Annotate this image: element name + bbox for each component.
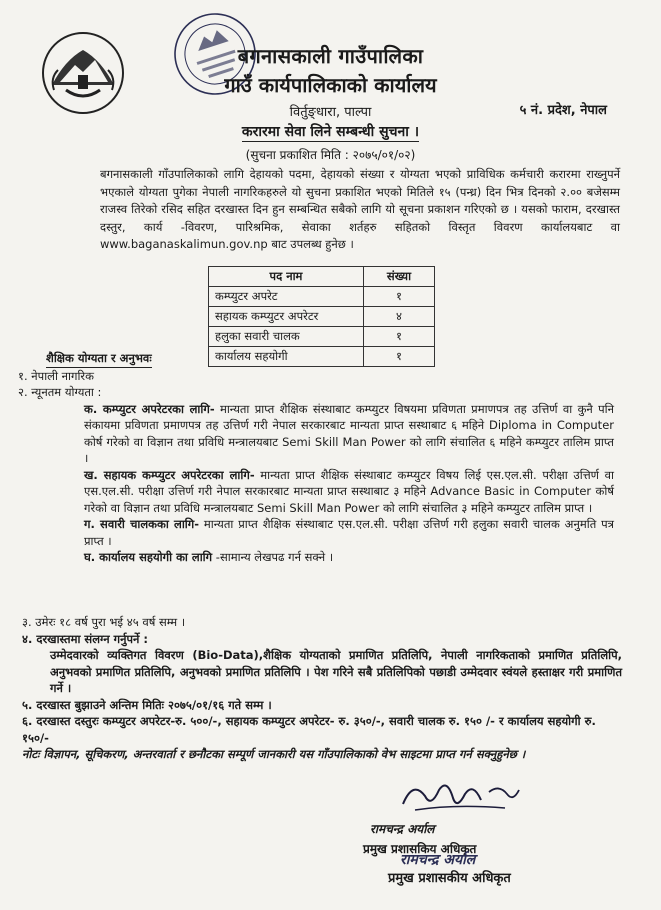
attachments-body: उम्मेदवारको व्यक्तिगत विवरण (Bio-Data),शैक्षिक योग्यताको प्रमाणित प्रतिलिपि, नेपाली नागरिकताको प्रमाणित प्रतिलिपि, अनुभवको प्रमाणित प्रतिलिपि, अनुभवको प्रमाणित प्रतिलिपि । पेश गरिने सबै प्रतिलिपिको पछाडी उम्मेदवार स्वंयले हस्ताक्षर गरी प्रमाणित गर्ने । (50, 648, 622, 695)
qualification-item-2: २. न्यूनतम योग्यता : (18, 385, 102, 399)
qualification-ga (84, 516, 614, 549)
table-row (209, 307, 435, 327)
publication-date: (सुचना प्रकाशित मिति : २०७५/०१/०२) (245, 148, 416, 162)
qualification-ga-heading: ग. सवारी चालकका लागि- (84, 517, 200, 531)
age-requirement: ३. उमेरः १८ वर्ष पुरा भई ४५ वर्ष सम्म । (22, 615, 186, 629)
post-name: कार्यालय सहयोगी (209, 347, 364, 367)
post-count: १ (364, 347, 435, 367)
requirements-section (22, 614, 622, 763)
post-name: कम्प्युटर अपरेट (209, 287, 364, 307)
qualification-gha-body: -सामान्य लेखपढ गर्न सक्ने । (215, 550, 334, 564)
qualification-kha-body: मान्यता प्राप्त शैक्षिक संस्थाबाट कम्प्युटर विषय लिई एस.एल.सी. परीक्षा उत्तिर्ण वा एस.एल.सी. परीक्षा उत्तिर्ण गरी नेपाल सरकारबाट मान्यता प्राप्त सस्थाबाट ३ महिने Advance Basic in Computer कोर्ष गरेको वा विज्ञान तथा प्रविधि मन्त्रालयबाट Semi Skill Man Power को लागि संचालित ३ महिने कम्प्युटर तालिम प्राप्त । (84, 467, 614, 515)
qualification-gha (84, 549, 614, 566)
signature-icon (395, 774, 525, 820)
qualifications-heading: शैक्षिक योग्यता र अनुभवः (46, 350, 152, 368)
qualification-ka-heading: क. कम्प्युटर अपरेटरका लागि- (84, 401, 215, 416)
stamp-title: प्रमुख प्रशासकीय अधिकृत (388, 871, 511, 886)
post-count: १ (364, 327, 435, 347)
qualification-ka-body: मान्यता प्राप्त शैक्षिक संस्थाबाट कम्प्युटर विषयमा प्रविणता प्रमाणपत्र तह उत्तिर्ण वा कुनै पनि संकायमा प्रविणता प्रमाणपत्र तह उत्तिर्ण गरी नेपाल सरकारबाट मान्यता प्राप्त सस्थाबाट ६ महिने Diploma in Computer कोर्ष गरेको वा विज्ञान तथा प्रविधि मन्त्रालयबाट Semi Skill Man Power को लागि संचालित ६ महिने कम्प्युटर तालिम प्राप्त । (84, 401, 614, 465)
post-name: हलुका सवारी चालक (209, 327, 364, 347)
qualification-ka (84, 401, 614, 467)
note-line: नोटः विज्ञापन, सूचिकरण, अन्तरवार्ता र छनौटका सम्पूर्ण जानकारी यस गाँउपालिकाको वेभ साइटमा प्राप्त गर्न सक्नुहुनेछ । (22, 747, 526, 761)
office-address: विर्तुङ्धारा, पाल्पा (289, 105, 372, 120)
notice-title: करारमा सेवा लिने सम्बन्धी सुचना । (241, 124, 420, 140)
qualification-ga-body: मान्यता प्राप्त शैक्षिक संस्थाबाट एस.एल.सी. परीक्षा उत्तिर्ण गरी हलुका सवारी चालक अनुमति पत्र प्राप्त । (84, 517, 615, 548)
qualification-kha (84, 467, 614, 517)
signatory-name: रामचन्द्र अर्याल (370, 822, 435, 836)
qualification-kha-heading: ख. सहायक कम्प्युटर अपरेटरका लागि- (84, 467, 255, 482)
municipality-name: बगनासकाली गाउँपालिका (237, 44, 424, 68)
qualification-item-1: १. नेपाली नागरिक (18, 368, 94, 383)
attachments-heading: ४. दरखास्तमा संलग्न गर्नुपर्ने : (22, 631, 148, 646)
table-header-row (209, 267, 435, 287)
stamp-name: रामचन्द्र अर्याल (400, 852, 476, 868)
post-count: १ (364, 287, 435, 307)
office-name: गाउँ कार्यपालिकाको कार्यालय (224, 73, 437, 97)
column-header-post: पद नाम (209, 267, 364, 287)
table-row (209, 287, 435, 307)
post-name: सहायक कम्प्युटर अपरेटर (209, 307, 364, 327)
province-label: ५ नं. प्रदेश, नेपाल (519, 103, 607, 118)
qualification-gha-heading: घ. कार्यालय सहयोगी का लागि (84, 550, 213, 564)
deadline-line: ५. दरखास्त बुझाउने अन्तिम मितिः २०७५/०१/१६ गते सम्म । (22, 697, 272, 712)
signatory-title: प्रमुख प्रशासकिय अधिकृत (363, 842, 477, 856)
post-count: ४ (364, 307, 435, 327)
qualifications-section (18, 350, 638, 566)
fee-line: ६. दरखास्त दस्तुरः कम्प्युटर अपरेटर-रु. ५००/-, सहायक कम्प्युटर अपरेटर- रु. ३५०/-, सवारी चालक रु. १५० /- र कार्यालय सहयोगी रु. १५०/- (22, 714, 596, 745)
table-row (209, 327, 435, 347)
column-header-count: संख्या (364, 267, 435, 287)
intro-paragraph: बगनासकाली गाँउपालिकाको लागि देहायको पदमा, देहायको संख्या र योग्यता भएको प्राविधिक कर्मचारी करारमा राख्नुपर्ने भएकाले योग्यता पुगेका नेपाली नागरिकहरुले यो सुचना प्रकाशित भएको मितिले १५ (पन्ध्र) दिन भित्र दिनको २.०० बजेसम्म राजस्व तिरेको रसिद सहित दरखास्त दिन हुन सम्बन्धित सबैको लागि यो सूचना प्रकाशन गरिएको छ । यसको फाराम, दरखास्त दस्तुर, कार्य -विवरण, पारिश्रमिक, सेवाका शर्तहरु सहितको विस्तृत विवरण कार्यालयबाट वा www.baganaskalimun.gov.np बाट उपलब्ध हुनेछ । (100, 167, 620, 251)
